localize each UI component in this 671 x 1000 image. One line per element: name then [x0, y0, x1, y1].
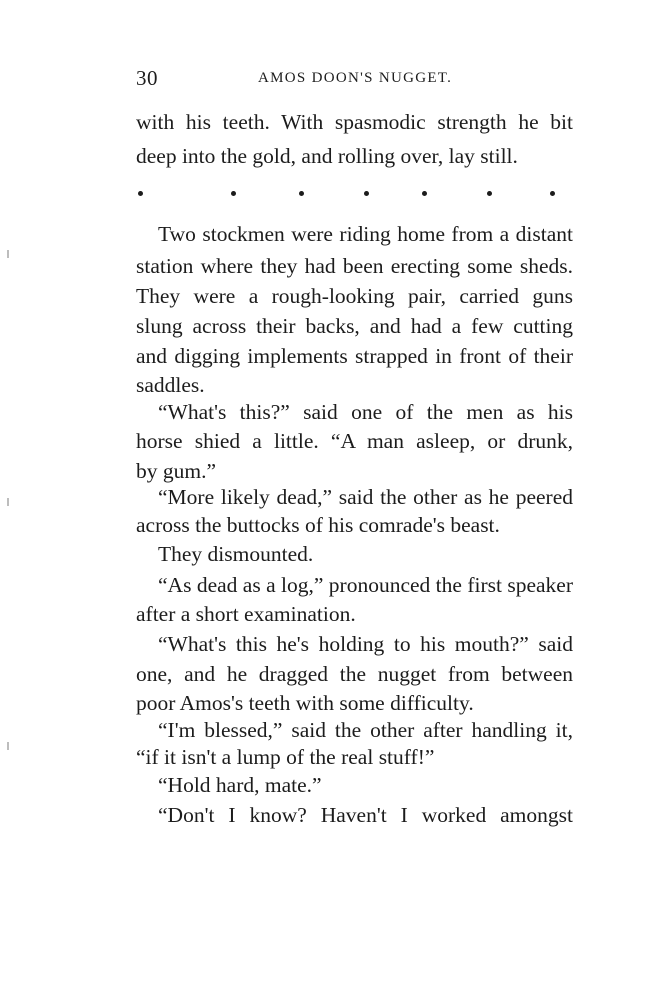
dot: [364, 191, 369, 196]
text-line: after a short examination.: [136, 602, 356, 626]
page-number: 30: [136, 66, 158, 90]
text-line: “if it isn't a lump of the real stuff!”: [136, 745, 435, 769]
text-line: poor Amos's teeth with some difficulty.: [136, 691, 474, 715]
text-line: “Hold hard, mate.”: [158, 773, 322, 797]
text-line: horse shied a little. “A man asleep, or drunk,: [136, 429, 573, 453]
text-line: They were a rough-looking pair, carried guns: [136, 284, 573, 308]
dot: [299, 191, 304, 196]
text-line: “I'm blessed,” said the other after handling it,: [158, 718, 573, 742]
running-title: AMOS DOON'S NUGGET.: [258, 70, 453, 86]
text-line: saddles.: [136, 373, 205, 397]
text-line: one, and he dragged the nugget from between: [136, 662, 573, 686]
text-line: station where they had been erecting some sheds.: [136, 254, 573, 278]
text-line: Two stockmen were riding home from a distant: [158, 222, 573, 246]
text-line: “What's this he's holding to his mouth?” said: [158, 632, 573, 656]
text-line: deep into the gold, and rolling over, lay still.: [136, 144, 518, 168]
text-line: across the buttocks of his comrade's beast.: [136, 513, 500, 537]
text-line: They dismounted.: [158, 542, 314, 566]
text-line: “Don't I know? Haven't I worked amongst: [158, 803, 573, 827]
dot: [550, 191, 555, 196]
text-line: “More likely dead,” said the other as he peered: [158, 485, 573, 509]
scan-edge-mark: [7, 250, 9, 258]
dot: [422, 191, 427, 196]
dot: [138, 191, 143, 196]
dot: [487, 191, 492, 196]
scan-edge-mark: [7, 498, 9, 506]
text-line: by gum.”: [136, 459, 217, 483]
page-header: [136, 66, 573, 96]
text-line: and digging implements strapped in front of their: [136, 344, 573, 368]
text-line: slung across their backs, and had a few cutting: [136, 314, 573, 338]
text-line: “What's this?” said one of the men as his: [158, 400, 573, 424]
dot: [231, 191, 236, 196]
text-line: with his teeth. With spasmodic strength he bit: [136, 110, 573, 134]
section-break-dots: [136, 184, 573, 200]
scan-edge-mark: [7, 742, 9, 750]
text-line: “As dead as a log,” pronounced the first speaker: [158, 573, 573, 597]
